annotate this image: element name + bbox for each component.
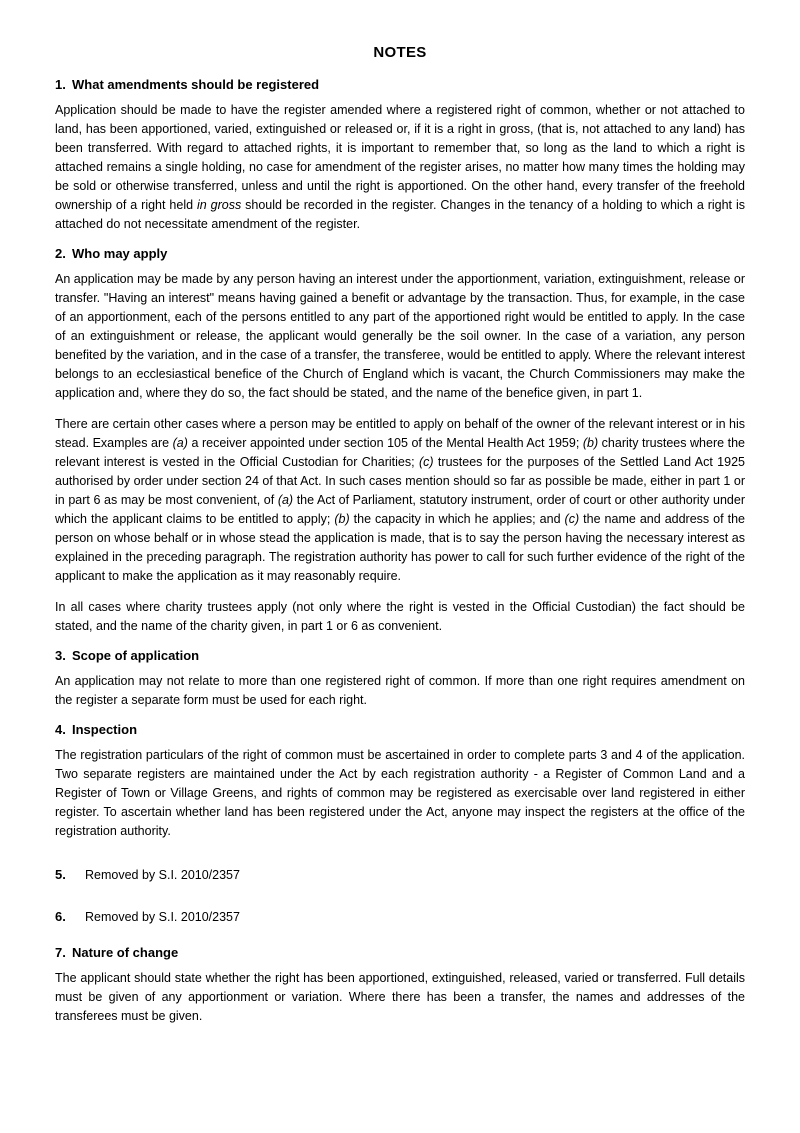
section-3	[55, 648, 745, 710]
section-heading-text: Nature of change	[72, 945, 179, 960]
section-6-removed-item	[55, 909, 745, 925]
section-7	[55, 945, 745, 1026]
paragraph: The registration particulars of the right of common must be ascertained in order to complete parts 3 and 4 of the application. Two separate registers are maintained under the Act by each registration authority - a Register of Common Land and a Register of Town or Village Greens, and rights of common may be registered as exercisable over land registered in either register. To ascertain whether land has been registered under the Act, anyone may inspect the registers at the office of the registration authority.	[55, 748, 745, 838]
section-4-heading	[55, 722, 745, 737]
paragraph: There are certain other cases where a person may be entitled to apply on behalf of the owner of the relevant interest or in his stead. Examples are (a) a receiver appointed under section 105 of the Mental Health Act 1959; (b) charity trustees where the relevant interest is vested in the Official Custodian for Charities; (c) trustees for the purposes of the Settled Land Act 1925 authorised by order under section 24 of that Act. In such cases mention should so far as possible be made, either in part 1 or in part 6 as may be most convenient, of (a) the Act of Parliament, statutory instrument, order of court or other authority under which the applicant claims to be entitled to apply; (b) the capacity in which he applies; and (c) the name and address of the person on whose behalf or in whose stead the application is made, that is to say the person having the necessary interest as explained in the preceding paragraph. The registration authority has power to call for such further evidence of the right of the applicant to make the application as it may reasonably require.	[55, 417, 745, 583]
section-heading-text: What amendments should be registered	[72, 77, 320, 92]
page-title: NOTES	[373, 44, 427, 61]
section-4	[55, 722, 745, 841]
paragraph: The applicant should state whether the right has been apportioned, extinguished, released, varied or transferred. Full details must be given of any apportionment or variation. Where there has been a transfer, the names and addresses of the transferees must be given.	[55, 971, 745, 1023]
paragraph: Application should be made to have the register amended where a registered right of common, whether or not attached to land, has been apportioned, varied, extinguished or released or, if it is a right in gross, (that is, not attached to any land) has been transferred. With regard to attached rights, it is important to remember that, so long as the land to which a right is attached remains a single holding, no case for amendment of the register arises, no matter how many times the holding may be sold or otherwise transferred, unless and until the right is apportioned. On the other hand, every transfer of the freehold ownership of a right held in gross should be recorded in the register. Changes in the tenancy of a holding to which a right is attached do not necessitate amendment of the register.	[55, 103, 745, 231]
section-2-heading	[55, 246, 745, 261]
section-number: 2.	[55, 246, 66, 261]
section-5-removed-item	[55, 867, 745, 883]
section-number: 3.	[55, 648, 66, 663]
section-number: 1.	[55, 77, 66, 92]
section-5	[55, 867, 745, 883]
section-1-heading	[55, 77, 745, 92]
paragraph: An application may not relate to more than one registered right of common. If more than one right requires amendment on the register a separate form must be used for each right.	[55, 674, 745, 707]
section-heading-text: Scope of application	[72, 648, 200, 663]
removed-note-text: Removed by S.I. 2010/2357	[85, 868, 240, 882]
section-heading-text: Who may apply	[72, 246, 168, 261]
section-number: 4.	[55, 722, 66, 737]
paragraph: In all cases where charity trustees apply (not only where the right is vested in the Official Custodian) the fact should be stated, and the name of the charity given, in part 1 or 6 as convenient.	[55, 600, 745, 633]
section-number: 7.	[55, 945, 66, 960]
section-number: 5.	[55, 867, 66, 882]
section-2	[55, 246, 745, 636]
section-heading-text: Inspection	[72, 722, 138, 737]
section-6	[55, 909, 745, 925]
section-3-heading	[55, 648, 745, 663]
section-7-heading	[55, 945, 745, 960]
section-number: 6.	[55, 909, 66, 924]
removed-note-text: Removed by S.I. 2010/2357	[85, 910, 240, 924]
section-1	[55, 77, 745, 234]
paragraph: An application may be made by any person having an interest under the apportionment, variation, extinguishment, release or transfer. "Having an interest" means having gained a benefit or advantage by the transaction. Thus, for example, in the case of an apportionment, each of the persons entitled to any part of the apportioned right would be entitled to apply. In the case of an extinguishment or release, the applicant would generally be the soil owner. In the case of a variation, any person benefited by the variation, and in the case of a transfer, the transferee, would be entitled to apply. Where the relevant interest belongs to an ecclesiastical benefice of the Church of England which is vacant, the Church Commissioners may make the application and, where they do so, the fact should be stated, and the name of the benefice given, in part 1.	[55, 272, 745, 400]
